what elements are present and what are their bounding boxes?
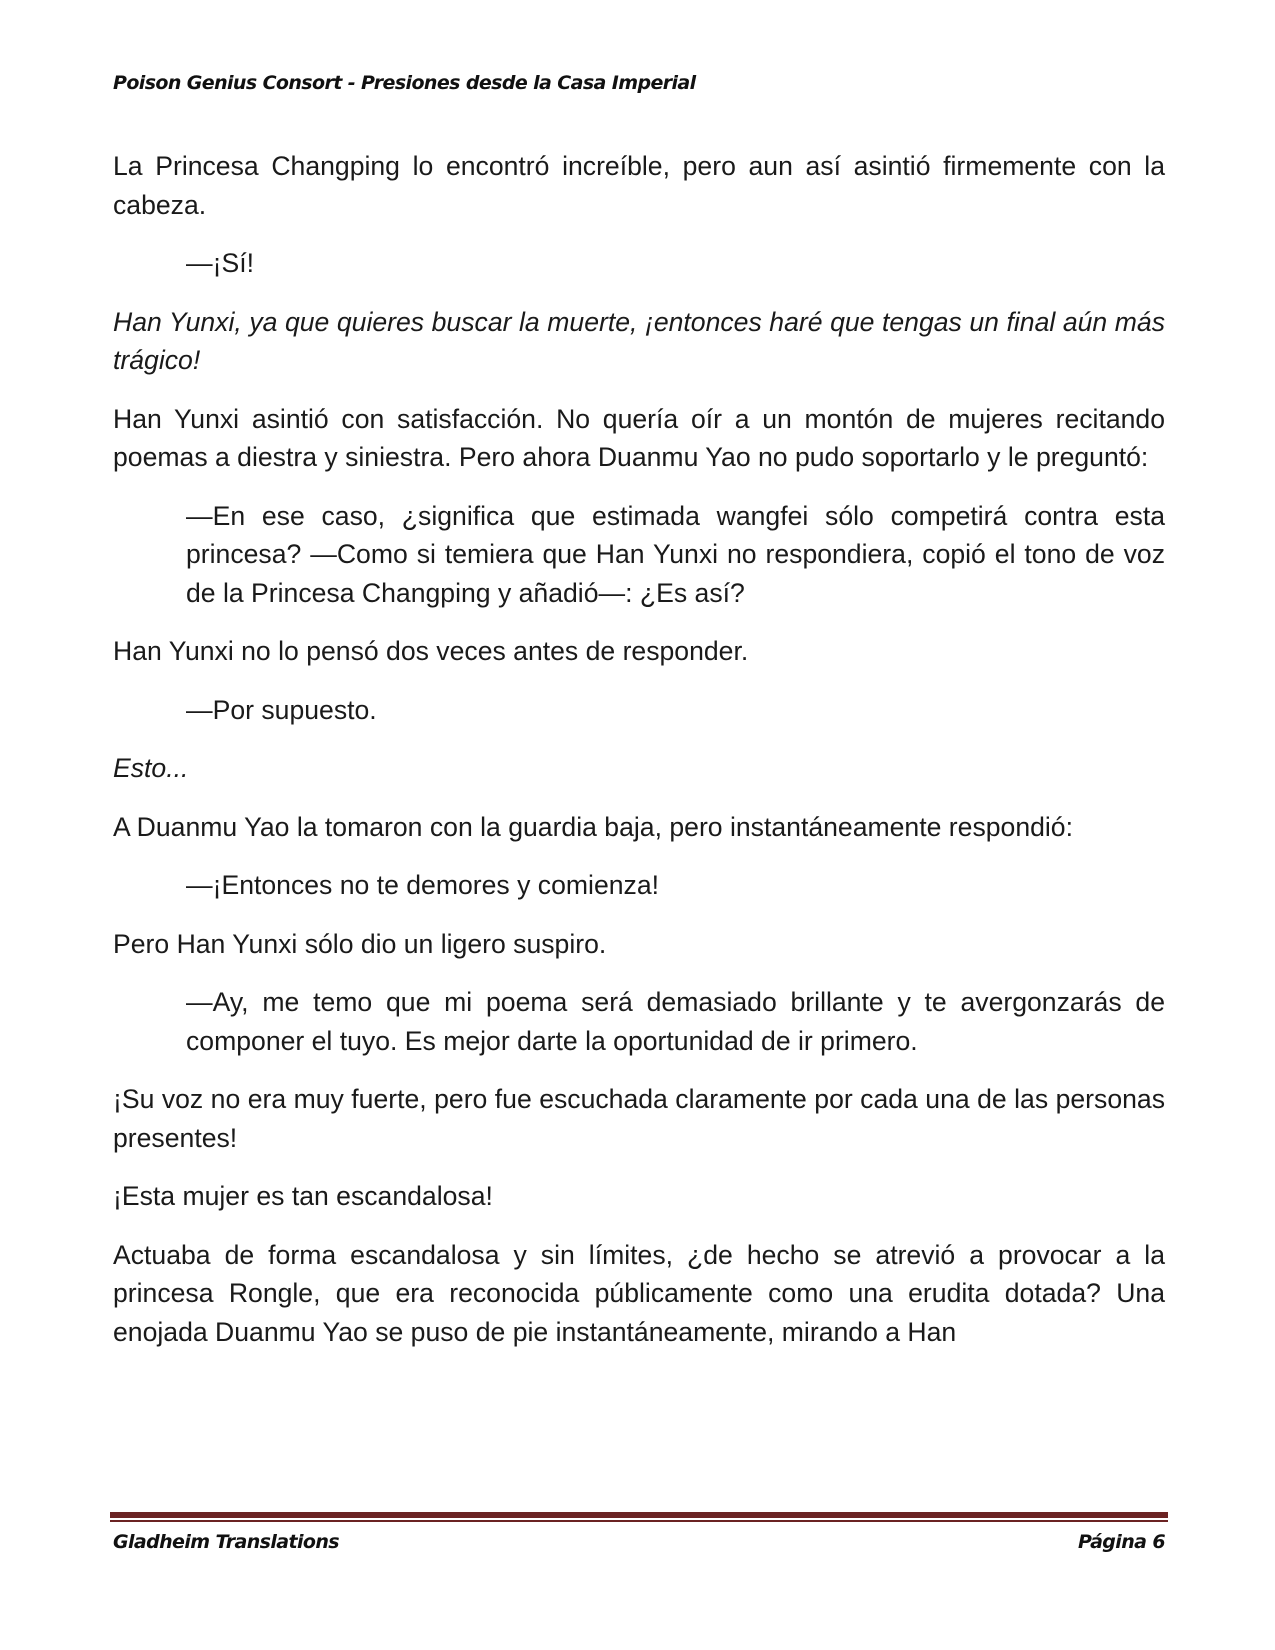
document-body (113, 147, 1165, 1371)
paragraph: Actuaba de forma escandalosa y sin límites, ¿de hecho se atrevió a provocar a la princesa Rongle, que era reconocida públicamente como una erudita dotada? Una enojada Duanmu Yao se puso de pie instantáneamente, mirando a Han (113, 1239, 1165, 1347)
paragraph: Han Yunxi no lo pensó dos veces antes de responder. (113, 636, 749, 666)
document-header-title: Poison Genius Consort - Presiones desde la Casa Imperial (113, 72, 696, 94)
italic-thought: Esto... (113, 753, 189, 783)
italic-thought: Han Yunxi, ya que quieres buscar la muerte, ¡entonces haré que tengas un final aún más trágico! (113, 306, 1165, 375)
paragraph: ¡Su voz no era muy fuerte, pero fue escuchada claramente por cada una de las personas presentes! (113, 1084, 1165, 1153)
dialogue-line: —En ese caso, ¿significa que estimada wangfei sólo competirá contra esta princesa? —Como si temiera que Han Yunxi no respondiera, copió el tono de voz de la Princesa Changping y añadió—: ¿Es así? (186, 500, 1165, 608)
paragraph: ¡Esta mujer es tan escandalosa! (113, 1181, 493, 1211)
paragraph: La Princesa Changping lo encontró increíble, pero aun así asintió firmemente con la cabeza. (113, 151, 1165, 220)
dialogue-line: —Ay, me temo que mi poema será demasiado brillante y te avergonzarás de componer el tuyo. Es mejor darte la oportunidad de ir primero. (186, 987, 1165, 1056)
footer-divider-thin (110, 1520, 1168, 1522)
paragraph: A Duanmu Yao la tomaron con la guardia baja, pero instantáneamente respondió: (113, 811, 1073, 842)
dialogue-line: —¡Sí! (186, 248, 254, 278)
footer-publisher: Gladheim Translations (113, 1531, 339, 1553)
paragraph: Pero Han Yunxi sólo dio un ligero suspiro. (113, 928, 607, 959)
footer-page-number: Página 6 (1077, 1531, 1165, 1553)
paragraph: Han Yunxi asintió con satisfacción. No quería oír a un montón de mujeres recitando poemas a diestra y siniestra. Pero ahora Duanmu Yao no pudo soportarlo y le preguntó: (113, 403, 1165, 472)
dialogue-line: —Por supuesto. (186, 694, 377, 725)
footer-divider-thick (110, 1512, 1168, 1518)
dialogue-line: —¡Entonces no te demores y comienza! (186, 870, 659, 900)
